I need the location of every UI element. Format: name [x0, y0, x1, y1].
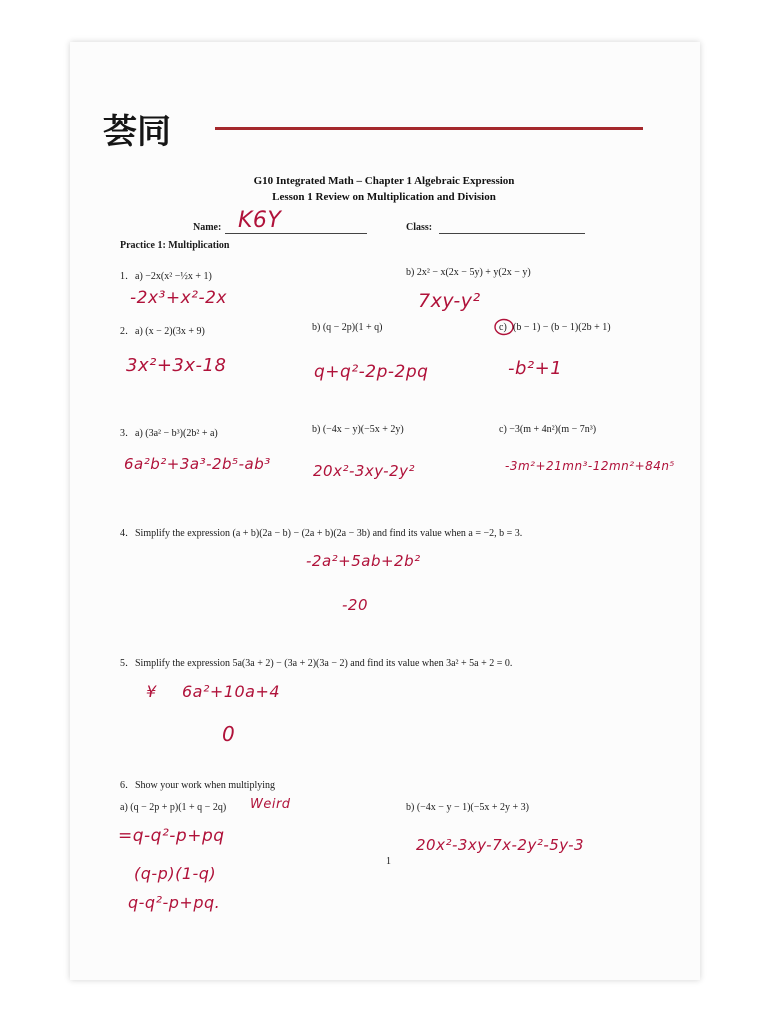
- header-rule: [215, 127, 643, 130]
- q3a-problem: 3．a) (3a² − b³)(2b² + a): [120, 428, 218, 439]
- q3b-problem: b) (−4x − y)(−5x + 2y): [312, 424, 404, 435]
- q6a-answer-line1: =q-q²-p+pq: [118, 826, 225, 846]
- q2c-problem: (b − 1) − (b − 1)(2b + 1): [513, 322, 611, 333]
- q2c-answer: -b²+1: [508, 358, 563, 379]
- q1a-problem: 1．a) −2x(x² −½x + 1): [120, 271, 212, 282]
- page-number: 1: [386, 856, 391, 867]
- q5-answer-value: 0: [222, 722, 236, 746]
- q3c-answer: -3m²+21mn³-12mn²+84n⁵: [505, 459, 675, 473]
- q5-answer-expression: 6a²+10a+4: [182, 682, 281, 701]
- q4-problem: 4．Simplify the expression (a + b)(2a − b) − (2a + b)(2a − 3b) and find its value when a = −2, b = 3.: [120, 528, 523, 539]
- q2a-problem: 2．a) (x − 2)(3x + 9): [120, 326, 205, 337]
- q3b-answer: 20x²-3xy-2y²: [313, 462, 415, 480]
- class-label: Class:: [406, 222, 433, 233]
- q2a-answer: 3x²+3x-18: [126, 355, 227, 376]
- q2c-label: c): [499, 322, 507, 333]
- q6a-answer-line3: q-q²-p+pq.: [128, 893, 221, 912]
- name-line: [225, 233, 367, 234]
- circle-mark-icon: [494, 318, 514, 336]
- section-title: Practice 1: Multiplication: [120, 240, 230, 251]
- q1b-problem: b) 2x² − x(2x − 5y) + y(2x − y): [406, 267, 531, 278]
- q3a-answer: 6a²b²+3a³-2b⁵-ab³: [124, 455, 271, 473]
- worksheet-subtitle: Lesson 1 Review on Multiplication and Division: [272, 191, 496, 203]
- q6b-answer: 20x²-3xy-7x-2y²-5y-3: [416, 836, 585, 854]
- q2b-answer: q+q²-2p-2pq: [314, 362, 429, 382]
- q6a-problem: a) (q − 2p + p)(1 + q − 2q): [120, 802, 227, 813]
- q1a-answer: -2x³+x²-2x: [130, 288, 227, 308]
- q6b-problem: b) (−4x − y − 1)(−5x + 2y + 3): [406, 802, 529, 813]
- worksheet-title: G10 Integrated Math – Chapter 1 Algebraic Expression: [253, 175, 515, 187]
- name-label: Name:: [193, 222, 222, 233]
- q6a-answer-line2: (q-p)(1-q): [134, 864, 217, 883]
- q1b-answer: 7xy-y²: [418, 290, 481, 312]
- q5-mark: ¥: [146, 682, 157, 701]
- q6-instruction: 6．Show your work when multiplying: [120, 780, 275, 791]
- q4-answer-expression: -2a²+5ab+2b²: [306, 552, 421, 570]
- class-line: [439, 233, 585, 234]
- q2b-problem: b) (q − 2p)(1 + q): [312, 322, 383, 333]
- name-handwriting: K6Y: [238, 208, 282, 233]
- q4-answer-value: -20: [342, 596, 368, 614]
- q3c-problem: c) −3(m + 4n²)(m − 7n³): [499, 424, 597, 435]
- q5-problem: 5．Simplify the expression 5a(3a + 2) − (3a + 2)(3a − 2) and find its value when 3a² + 5a + 2 = 0.: [120, 658, 513, 669]
- q6a-note: Weird: [250, 797, 291, 812]
- school-logo: 荟同: [103, 112, 171, 152]
